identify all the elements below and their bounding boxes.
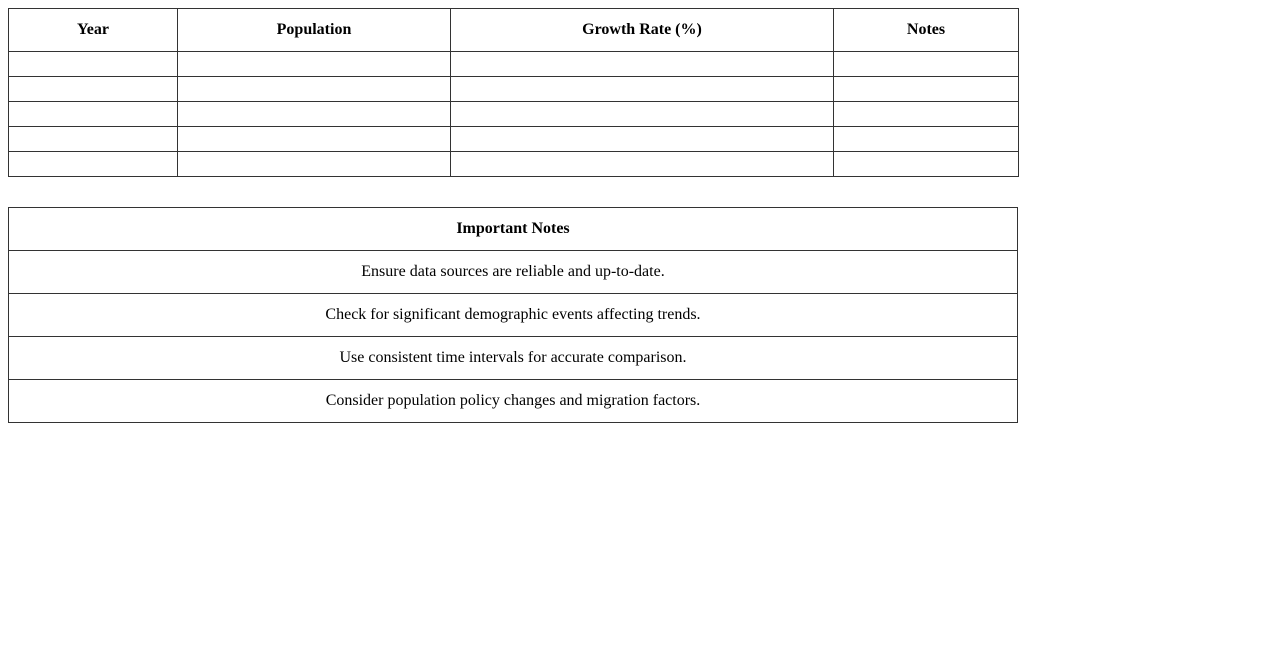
cell-year bbox=[9, 102, 178, 127]
note-row bbox=[9, 251, 1018, 294]
cell-notes bbox=[834, 77, 1019, 102]
header-notes: Notes bbox=[834, 9, 1019, 52]
table-row bbox=[9, 127, 1019, 152]
cell-growth-rate bbox=[451, 127, 834, 152]
note-row bbox=[9, 380, 1018, 423]
note-row bbox=[9, 294, 1018, 337]
note-row bbox=[9, 337, 1018, 380]
important-notes-table bbox=[8, 207, 1018, 423]
cell-growth-rate bbox=[451, 102, 834, 127]
cell-population bbox=[178, 127, 451, 152]
page-content bbox=[8, 8, 1018, 423]
cell-population bbox=[178, 52, 451, 77]
cell-growth-rate bbox=[451, 77, 834, 102]
notes-title: Important Notes bbox=[9, 208, 1018, 251]
note-item: Ensure data sources are reliable and up-to-date. bbox=[9, 251, 1018, 294]
cell-notes bbox=[834, 127, 1019, 152]
cell-year bbox=[9, 77, 178, 102]
note-item: Use consistent time intervals for accurate comparison. bbox=[9, 337, 1018, 380]
cell-notes bbox=[834, 152, 1019, 177]
cell-population bbox=[178, 77, 451, 102]
table-row bbox=[9, 102, 1019, 127]
cell-year bbox=[9, 152, 178, 177]
cell-growth-rate bbox=[451, 152, 834, 177]
population-table bbox=[8, 8, 1019, 177]
cell-notes bbox=[834, 52, 1019, 77]
cell-year bbox=[9, 52, 178, 77]
cell-growth-rate bbox=[451, 52, 834, 77]
header-population: Population bbox=[178, 9, 451, 52]
cell-population bbox=[178, 102, 451, 127]
table-row bbox=[9, 152, 1019, 177]
cell-population bbox=[178, 152, 451, 177]
header-growth-rate: Growth Rate (%) bbox=[451, 9, 834, 52]
cell-year bbox=[9, 127, 178, 152]
table-row bbox=[9, 52, 1019, 77]
table-header-row bbox=[9, 9, 1019, 52]
note-item: Check for significant demographic events affecting trends. bbox=[9, 294, 1018, 337]
note-item: Consider population policy changes and migration factors. bbox=[9, 380, 1018, 423]
table-row bbox=[9, 77, 1019, 102]
header-year: Year bbox=[9, 9, 178, 52]
notes-header-row bbox=[9, 208, 1018, 251]
cell-notes bbox=[834, 102, 1019, 127]
